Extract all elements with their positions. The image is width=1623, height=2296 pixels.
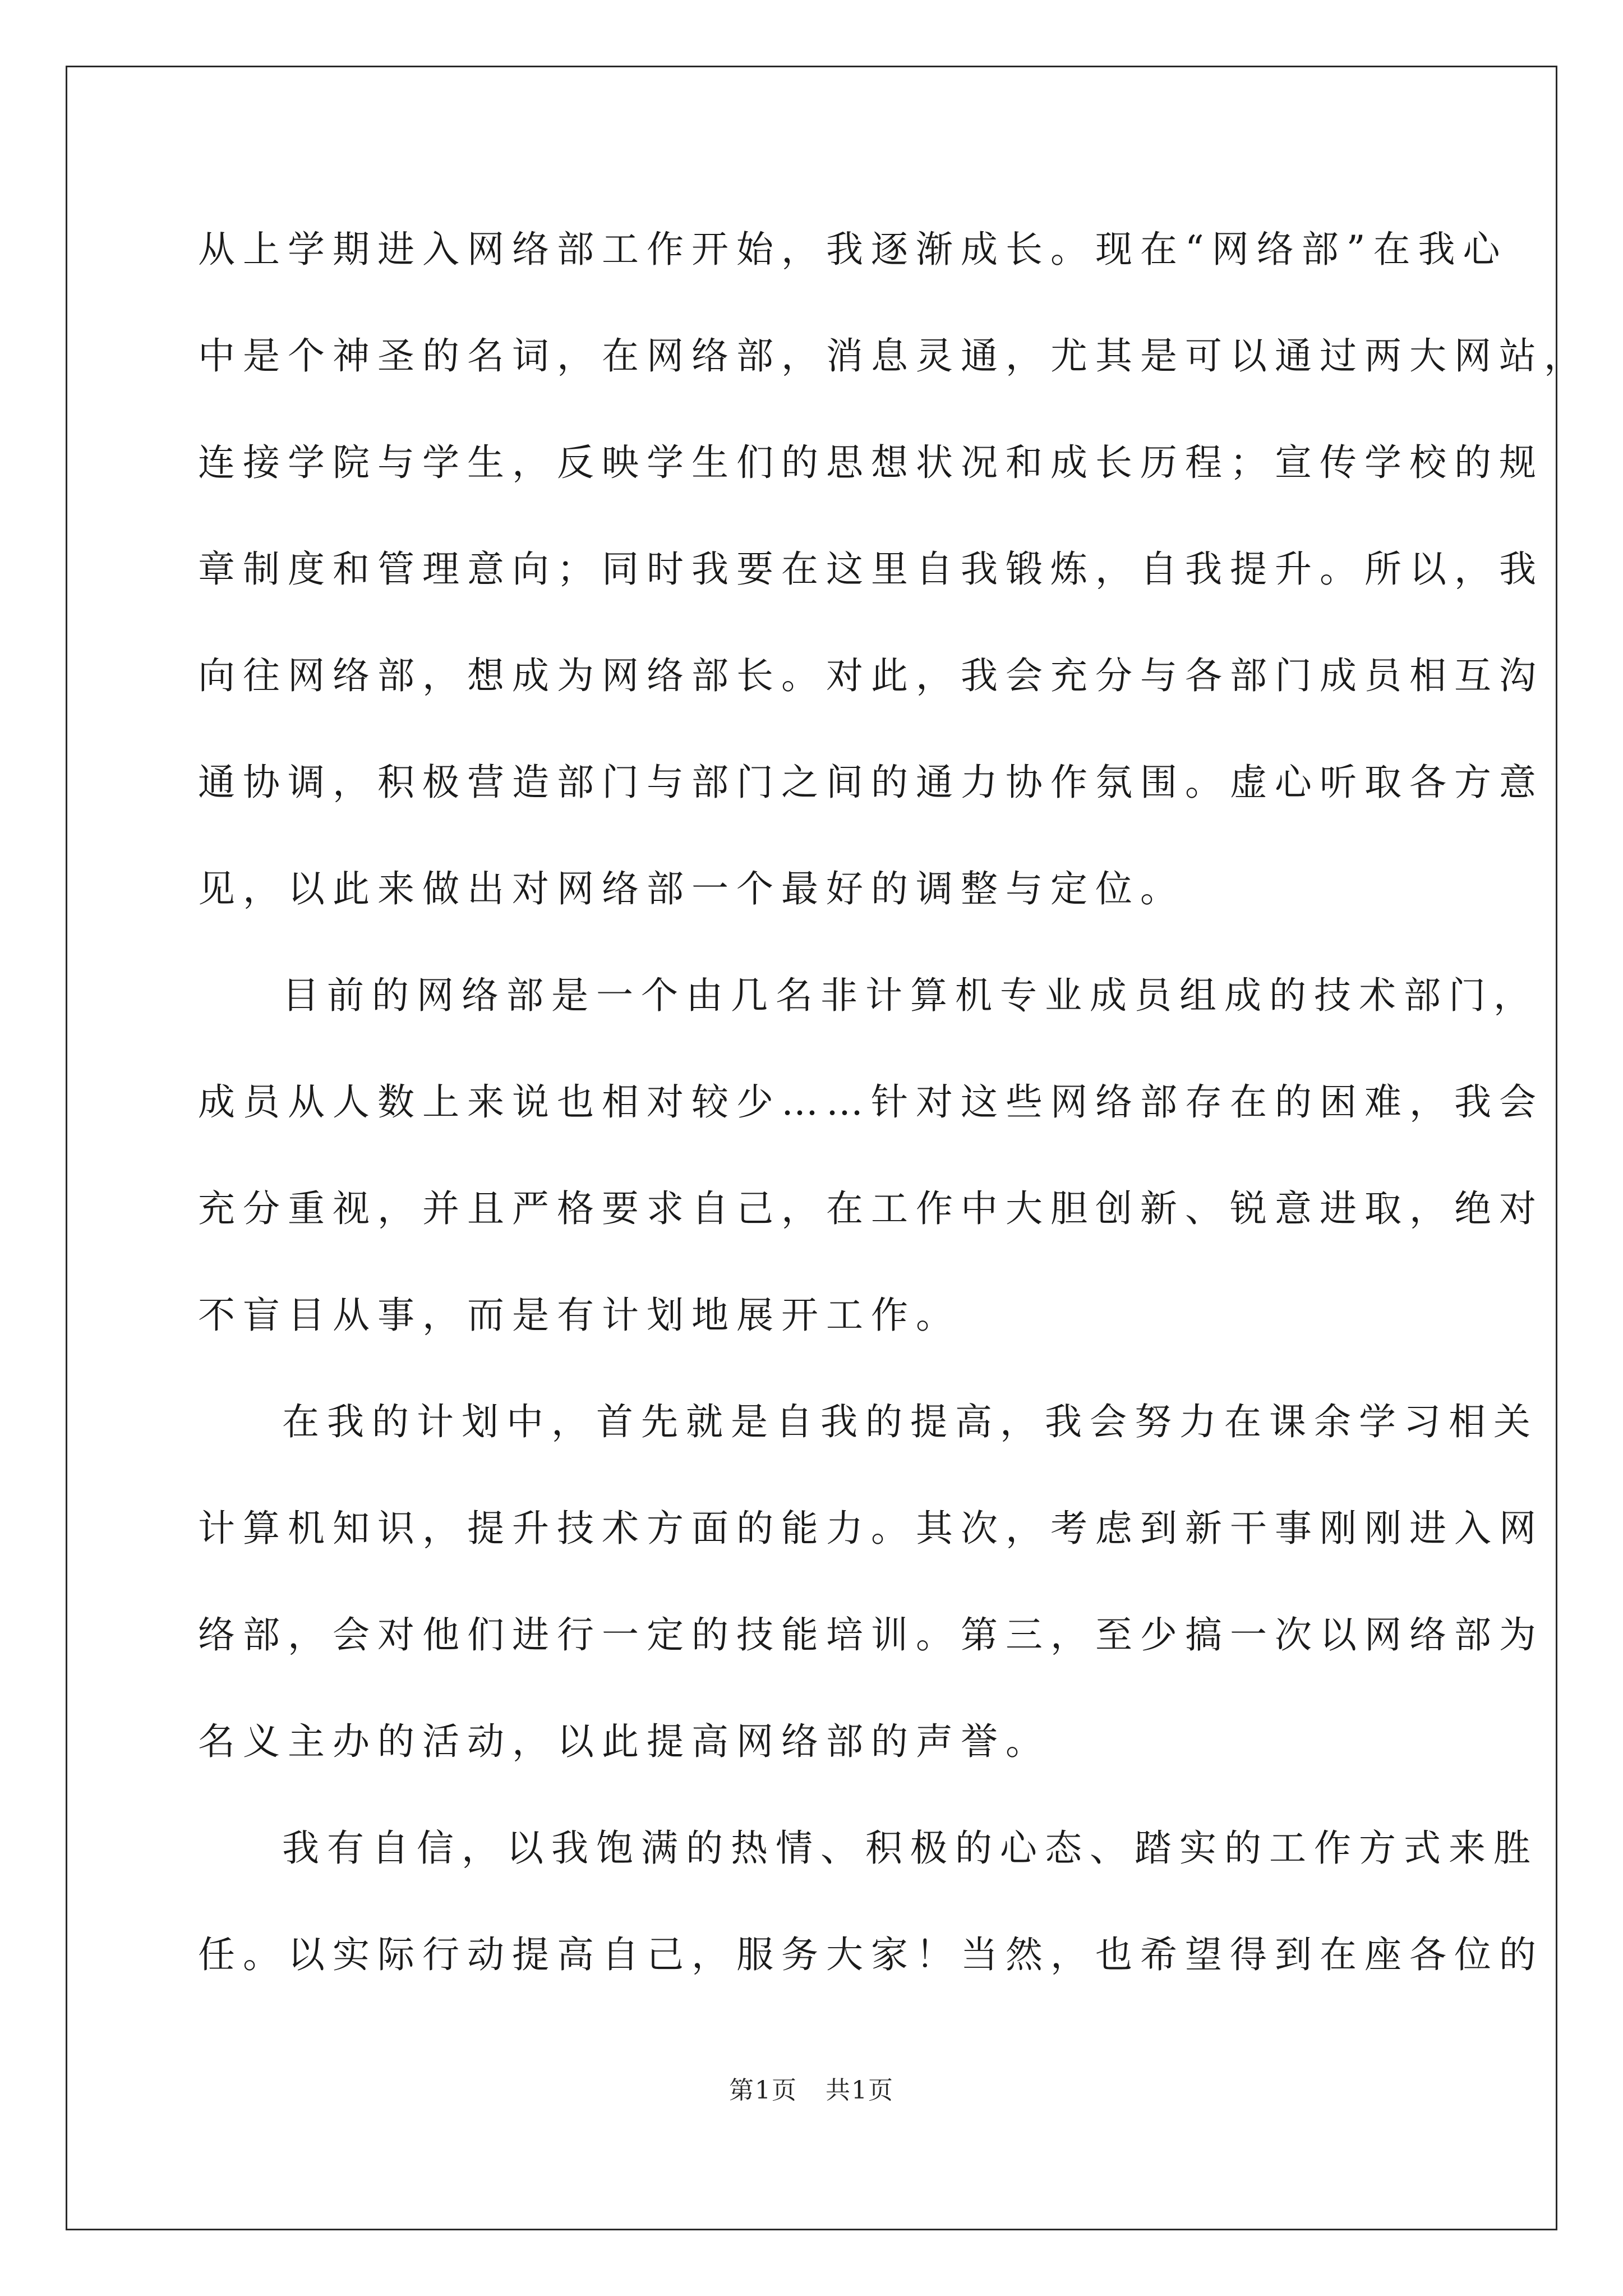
paragraph-1-line-7: 见，以此来做出对网络部一个最好的调整与定位。 (198, 867, 1185, 910)
paragraph-3-line-3: 络部，会对他们进行一定的技能培训。第三，至少搞一次以网络部为 (198, 1613, 1544, 1657)
paragraph-1-line-4: 章制度和管理意向；同时我要在这里自我锻炼，自我提升。所以，我 (198, 547, 1544, 591)
paragraph-2-line-1: 目前的网络部是一个由几名非计算机专业成员组成的技术部门， (282, 974, 1538, 1017)
page-total-label: 共1页 (826, 2076, 894, 2105)
paragraph-1-line-6: 通协调，积极营造部门与部门之间的通力协作氛围。虚心听取各方意 (198, 761, 1544, 804)
paragraph-4-line-2: 任。以实际行动提高自己，服务大家！当然，也希望得到在座各位的 (198, 1933, 1544, 1976)
page-footer (0, 2070, 1623, 2106)
paragraph-3-line-1: 在我的计划中，首先就是自我的提高，我会努力在课余学习相关 (282, 1400, 1538, 1443)
paragraph-1-line-2: 中是个神圣的名词，在网络部，消息灵通，尤其是可以通过两大网站， (198, 334, 1589, 378)
paragraph-1-line-3: 连接学院与学生，反映学生们的思想状况和成长历程；宣传学校的规 (198, 441, 1544, 484)
paragraph-4-line-1: 我有自信，以我饱满的热情、积极的心态、踏实的工作方式来胜 (282, 1826, 1538, 1870)
paragraph-3-line-4: 名义主办的活动，以此提高网络部的声誉。 (198, 1720, 1050, 1763)
paragraph-2-line-2: 成员从人数上来说也相对较少……针对这些网络部存在的困难，我会 (198, 1080, 1544, 1124)
paragraph-1-line-5: 向往网络部，想成为网络部长。对此，我会充分与各部门成员相互沟 (198, 654, 1544, 697)
page-current-label: 第1页 (729, 2076, 797, 2105)
paragraph-2-line-3: 充分重视，并且严格要求自己，在工作中大胆创新、锐意进取，绝对 (198, 1187, 1544, 1230)
document-body (198, 205, 1589, 2017)
paragraph-3-line-2: 计算机知识，提升技术方面的能力。其次，考虑到新干事刚刚进入网 (198, 1507, 1544, 1550)
paragraph-1-line-1: 从上学期进入网络部工作开始，我逐渐成长。现在“网络部”在我心 (198, 228, 1508, 271)
paragraph-2-line-4: 不盲目从事，而是有计划地展开工作。 (198, 1294, 961, 1337)
